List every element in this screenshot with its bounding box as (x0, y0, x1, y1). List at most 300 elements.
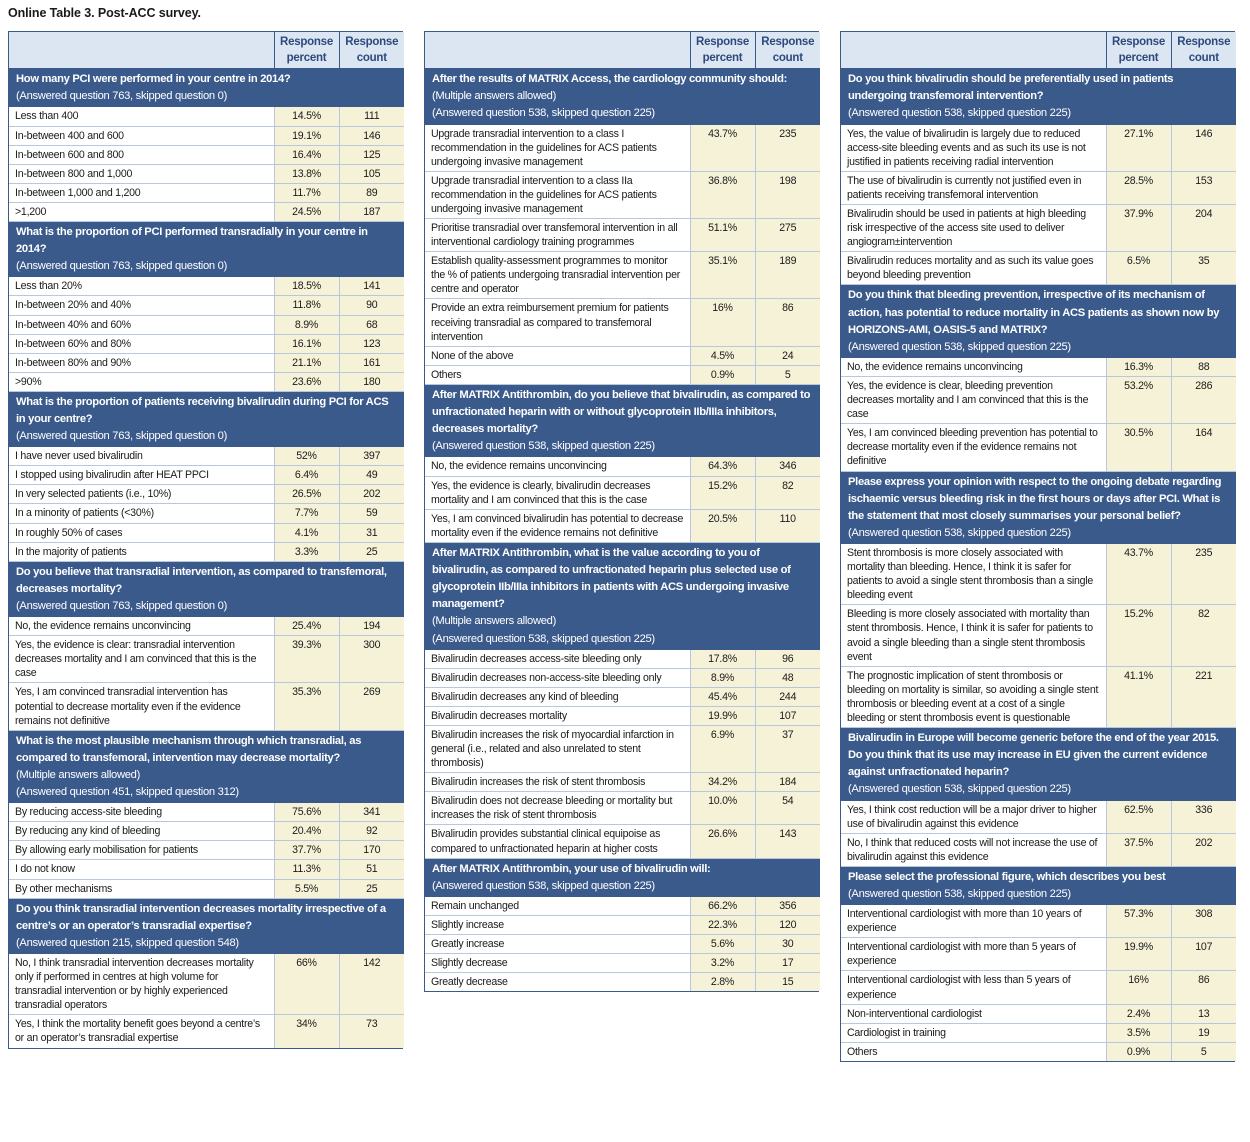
answer-row (9, 523, 404, 542)
answer-row (425, 825, 820, 858)
answer-count: 107 (755, 706, 820, 725)
question-note: (Answered question 538, skipped question 225) (432, 107, 655, 120)
answer-percent: 11.3% (274, 860, 339, 879)
header-response-count: Response count (339, 32, 404, 69)
question-row (425, 858, 820, 897)
answer-text: Bleeding is more closely associated with mortality than stent thrombosis. Hence, I think it is safer for patients to avoid a single bleeding than a single stent thrombosis event (841, 605, 1106, 666)
answer-text: >90% (9, 372, 274, 391)
answer-count: 107 (1171, 938, 1236, 971)
answer-percent: 39.3% (274, 636, 339, 683)
answer-percent: 37.5% (1106, 833, 1171, 866)
answer-percent: 14.5% (274, 107, 339, 126)
answer-percent: 6.4% (274, 466, 339, 485)
answer-text: Prioritise transradial over transfemoral intervention in all interventional cardiology training programmes (425, 219, 690, 252)
answer-row (425, 219, 820, 252)
answer-count: 286 (1171, 377, 1236, 424)
answer-row (841, 1023, 1236, 1042)
answer-percent: 3.2% (690, 954, 755, 973)
answer-text: Bivalirudin decreases mortality (425, 706, 690, 725)
answer-percent: 11.7% (274, 183, 339, 202)
answer-percent: 19.1% (274, 126, 339, 145)
answer-count: 92 (339, 822, 404, 841)
answer-count: 24 (755, 346, 820, 365)
answer-count: 86 (755, 299, 820, 346)
answer-text: Provide an extra reimbursement premium for patients receiving transradial as compared to transfemoral intervention (425, 299, 690, 346)
answer-row (425, 457, 820, 476)
question-note: (Answered question 538, skipped question 225) (848, 526, 1071, 539)
answer-count: 51 (339, 860, 404, 879)
answer-row (9, 202, 404, 221)
answer-percent: 51.1% (690, 219, 755, 252)
answer-row (841, 1042, 1236, 1061)
answer-count: 141 (339, 277, 404, 296)
answer-text: Bivalirudin increases the risk of stent thrombosis (425, 773, 690, 792)
answer-percent: 16.1% (274, 334, 339, 353)
answer-percent: 19.9% (1106, 938, 1171, 971)
answer-percent: 3.5% (1106, 1023, 1171, 1042)
answer-percent: 2.4% (1106, 1004, 1171, 1023)
answer-count: 89 (339, 183, 404, 202)
answer-row (841, 1004, 1236, 1023)
answer-percent: 16% (1106, 971, 1171, 1004)
answer-percent: 8.9% (690, 668, 755, 687)
question-cell (425, 858, 820, 897)
answer-count: 73 (339, 1015, 404, 1048)
question-note: (Multiple answers allowed) (432, 615, 557, 628)
header-response-percent: Response percent (690, 32, 755, 69)
answer-row (425, 897, 820, 916)
answer-percent: 43.7% (1106, 544, 1171, 605)
answer-percent: 22.3% (690, 915, 755, 934)
answer-row (425, 299, 820, 346)
answer-row (841, 205, 1236, 252)
answer-row (425, 935, 820, 954)
question-cell (9, 391, 404, 447)
answer-text: In very selected patients (i.e., 10%) (9, 485, 274, 504)
question-title: After the results of MATRIX Access, the cardiology community should: (432, 73, 788, 86)
answer-count: 30 (755, 935, 820, 954)
answer-text: Establish quality-assessment programmes to monitor the % of patients undergoing transradial intervention per centre and operator (425, 252, 690, 299)
answer-count: 111 (339, 107, 404, 126)
answer-percent: 36.8% (690, 171, 755, 218)
answer-count: 194 (339, 617, 404, 636)
question-title: How many PCI were performed in your centre in 2014? (16, 73, 291, 86)
answer-count: 170 (339, 841, 404, 860)
header-blank-cell (9, 32, 274, 69)
answer-text: Non-interventional cardiologist (841, 1004, 1106, 1023)
question-row (9, 221, 404, 277)
question-note: (Answered question 538, skipped question 225) (432, 440, 655, 453)
question-title: Do you believe that transradial intervention, as compared to transfemoral, decreases mortality? (16, 565, 387, 595)
answer-percent: 26.5% (274, 485, 339, 504)
answer-count: 59 (339, 504, 404, 523)
answer-text: Interventional cardiologist with more than 5 years of experience (841, 938, 1106, 971)
answer-row (9, 447, 404, 466)
answer-percent: 43.7% (690, 125, 755, 172)
answer-count: 82 (755, 476, 820, 509)
answer-percent: 52% (274, 447, 339, 466)
answer-count: 180 (339, 372, 404, 391)
answer-row (9, 841, 404, 860)
answer-count: 164 (1171, 424, 1236, 471)
answer-percent: 62.5% (1106, 801, 1171, 834)
question-row (425, 384, 820, 457)
answer-percent: 35.1% (690, 252, 755, 299)
answer-count: 235 (755, 125, 820, 172)
answer-text: None of the above (425, 346, 690, 365)
answer-row (425, 973, 820, 992)
question-title: Bivalirudin in Europe will become generic before the end of the year 2015. Do you think that its use may increase in EU given the current evidence against unfractionated heparin? (848, 732, 1219, 779)
answer-text: Greatly decrease (425, 973, 690, 992)
answer-text: Yes, the evidence is clear, bleeding prevention decreases mortality and I am convinced that this is the case (841, 377, 1106, 424)
answer-row (425, 792, 820, 825)
answer-percent: 6.5% (1106, 252, 1171, 285)
question-cell (425, 542, 820, 649)
answer-text: >1,200 (9, 202, 274, 221)
answer-count: 125 (339, 145, 404, 164)
answer-percent: 24.5% (274, 202, 339, 221)
question-row (841, 728, 1236, 801)
answer-row (9, 277, 404, 296)
answer-percent: 26.6% (690, 825, 755, 858)
answer-percent: 27.1% (1106, 125, 1171, 172)
answer-row (425, 650, 820, 669)
answer-count: 105 (339, 164, 404, 183)
answer-text: Cardiologist in training (841, 1023, 1106, 1042)
question-cell (425, 69, 820, 125)
question-title: Do you think bivalirudin should be preferentially used in patients undergoing transfemoral intervention? (848, 73, 1174, 103)
answer-count: 161 (339, 353, 404, 372)
answer-count: 346 (755, 457, 820, 476)
answer-text: Bivalirudin should be used in patients at high bleeding risk irrespective of the access site used to deliver angiogram±intervention (841, 205, 1106, 252)
answer-count: 5 (1171, 1042, 1236, 1061)
header-response-count: Response count (1171, 32, 1236, 69)
question-note: (Answered question 451, skipped question 312) (16, 786, 239, 799)
answer-count: 221 (1171, 666, 1236, 727)
answer-text: I do not know (9, 860, 274, 879)
answer-percent: 34% (274, 1015, 339, 1048)
answer-percent: 11.8% (274, 296, 339, 315)
answer-row (841, 377, 1236, 424)
answer-percent: 20.5% (690, 509, 755, 542)
question-row (9, 898, 404, 954)
answer-count: 25 (339, 542, 404, 561)
answer-count: 356 (755, 897, 820, 916)
question-row (425, 69, 820, 125)
question-note: (Answered question 763, skipped question 0) (16, 260, 227, 273)
question-title: After MATRIX Antithrombin, do you believe that bivalirudin, as compared to unfractionated heparin with or without glycoprotein IIb/IIIa inhibitors, decreases mortality? (432, 388, 811, 436)
answer-count: 142 (339, 954, 404, 1015)
answer-row (9, 183, 404, 202)
answer-percent: 37.7% (274, 841, 339, 860)
answer-text: No, I think transradial intervention decreases mortality only if performed in centres at high volume for transradial intervention or by highly experienced transradial operators (9, 954, 274, 1015)
answer-count: 202 (1171, 833, 1236, 866)
answer-row (9, 466, 404, 485)
answer-row (425, 365, 820, 384)
survey-column-1 (8, 31, 403, 1049)
question-cell (9, 730, 404, 803)
answer-text: By reducing any kind of bleeding (9, 822, 274, 841)
answer-row (9, 803, 404, 822)
answer-row (841, 666, 1236, 727)
answer-percent: 66.2% (690, 897, 755, 916)
answer-text: Upgrade transradial intervention to a class I recommendation in the guidelines for ACS patients undergoing invasive management (425, 125, 690, 172)
question-note: (Answered question 215, skipped question 548) (16, 936, 239, 949)
answer-percent: 34.2% (690, 773, 755, 792)
answer-count: 96 (755, 650, 820, 669)
answer-percent: 45.4% (690, 687, 755, 706)
answer-text: Others (841, 1042, 1106, 1061)
question-cell (9, 221, 404, 277)
question-row (841, 866, 1236, 905)
answer-count: 15 (755, 973, 820, 992)
answer-text: In the majority of patients (9, 542, 274, 561)
answer-row (841, 833, 1236, 866)
answer-text: I have never used bivalirudin (9, 447, 274, 466)
answer-count: 54 (755, 792, 820, 825)
answer-percent: 10.0% (690, 792, 755, 825)
answer-row (425, 773, 820, 792)
answer-text: The use of bivalirudin is currently not justified even in patients receiving transfemoral intervention (841, 171, 1106, 204)
answer-percent: 66% (274, 954, 339, 1015)
answer-text: In-between 600 and 800 (9, 145, 274, 164)
answer-text: No, the evidence remains unconvincing (841, 358, 1106, 377)
answer-row (9, 372, 404, 391)
answer-text: Bivalirudin does not decrease bleeding or mortality but increases the risk of stent thrombosis (425, 792, 690, 825)
answer-percent: 75.6% (274, 803, 339, 822)
answer-row (9, 1015, 404, 1048)
question-title: Do you think transradial intervention decreases mortality irrespective of a centre’s or an operator’s transradial expertise? (16, 902, 386, 932)
header-blank-cell (841, 32, 1106, 69)
answer-row (841, 252, 1236, 285)
answer-row (841, 358, 1236, 377)
answer-row (425, 668, 820, 687)
answer-text: In-between 40% and 60% (9, 315, 274, 334)
answer-count: 202 (339, 485, 404, 504)
answer-row (9, 145, 404, 164)
answer-count: 25 (339, 879, 404, 898)
answer-text: In-between 1,000 and 1,200 (9, 183, 274, 202)
question-note: (Multiple answers allowed) (16, 768, 141, 781)
answer-text: I stopped using bivalirudin after HEAT PPCI (9, 466, 274, 485)
answer-count: 269 (339, 683, 404, 730)
answer-row (9, 636, 404, 683)
question-note: (Answered question 763, skipped question 0) (16, 90, 227, 103)
answer-text: In-between 20% and 40% (9, 296, 274, 315)
question-cell (841, 285, 1236, 358)
answer-percent: 64.3% (690, 457, 755, 476)
answer-count: 341 (339, 803, 404, 822)
answer-text: Remain unchanged (425, 897, 690, 916)
answer-count: 204 (1171, 205, 1236, 252)
answer-text: By other mechanisms (9, 879, 274, 898)
answer-count: 123 (339, 334, 404, 353)
answer-text: Less than 20% (9, 277, 274, 296)
question-title: After MATRIX Antithrombin, what is the value according to you of bivalirudin, as compared to unfractionated heparin plus selected use of glycoprotein IIb/IIIa inhibitors in patients with ACS undergoing invasive management? (432, 546, 791, 611)
answer-row (425, 725, 820, 772)
answer-row (9, 164, 404, 183)
answer-row (9, 822, 404, 841)
answer-row (9, 879, 404, 898)
question-cell (9, 898, 404, 954)
page-title: Online Table 3. Post-ACC survey. (8, 6, 201, 20)
question-row (841, 285, 1236, 358)
answer-text: Bivalirudin decreases access-site bleeding only (425, 650, 690, 669)
answer-percent: 0.9% (1106, 1042, 1171, 1061)
answer-count: 146 (339, 126, 404, 145)
question-title: Please select the professional figure, which describes you best (848, 870, 1166, 883)
answer-count: 37 (755, 725, 820, 772)
question-row (9, 561, 404, 617)
survey-table (9, 32, 404, 1048)
answer-percent: 4.5% (690, 346, 755, 365)
answer-percent: 4.1% (274, 523, 339, 542)
answer-text: The prognostic implication of stent thrombosis or bleeding on mortality is similar, so avoiding a single stent thrombosis or bleeding event at a cost of a single bleeding or stent thrombosis event is questionable (841, 666, 1106, 727)
question-note: (Answered question 763, skipped question 0) (16, 430, 227, 443)
answer-percent: 23.6% (274, 372, 339, 391)
question-note: (Multiple answers allowed) (432, 90, 557, 103)
answer-row (425, 171, 820, 218)
answer-percent: 0.9% (690, 365, 755, 384)
answer-row (9, 353, 404, 372)
answer-text: Yes, I am convinced bivalirudin has potential to decrease mortality even if the evidence remains not definitive (425, 509, 690, 542)
answer-count: 308 (1171, 905, 1236, 938)
answer-percent: 53.2% (1106, 377, 1171, 424)
header-blank-cell (425, 32, 690, 69)
answer-percent: 3.3% (274, 542, 339, 561)
answer-count: 153 (1171, 171, 1236, 204)
answer-percent: 5.6% (690, 935, 755, 954)
answer-text: Others (425, 365, 690, 384)
answer-count: 397 (339, 447, 404, 466)
answer-row (841, 125, 1236, 172)
answer-text: No, the evidence remains unconvincing (425, 457, 690, 476)
answer-count: 48 (755, 668, 820, 687)
answer-row (9, 296, 404, 315)
answer-count: 5 (755, 365, 820, 384)
question-note: (Answered question 763, skipped question 0) (16, 600, 227, 612)
answer-row (9, 504, 404, 523)
question-note: (Answered question 538, skipped question 225) (848, 783, 1071, 796)
survey-column-2 (424, 31, 819, 992)
answer-row (425, 476, 820, 509)
answer-percent: 16% (690, 299, 755, 346)
answer-text: Less than 400 (9, 107, 274, 126)
answer-row (841, 424, 1236, 471)
answer-count: 88 (1171, 358, 1236, 377)
answer-count: 143 (755, 825, 820, 858)
answer-row (841, 544, 1236, 605)
answer-percent: 35.3% (274, 683, 339, 730)
answer-row (425, 706, 820, 725)
answer-text: Bivalirudin provides substantial clinical equipoise as compared to unfractionated heparin at higher costs (425, 825, 690, 858)
question-cell (841, 471, 1236, 544)
question-title: Do you think that bleeding prevention, irrespective of its mechanism of action, has potential to reduce mortality in ACS patients as shown now by HORIZONS-AMI, OASIS-5 and MATRIX? (848, 289, 1220, 336)
answer-text: Bivalirudin decreases non-access-site bleeding only (425, 668, 690, 687)
answer-text: In roughly 50% of cases (9, 523, 274, 542)
answer-percent: 57.3% (1106, 905, 1171, 938)
answer-percent: 18.5% (274, 277, 339, 296)
answer-count: 235 (1171, 544, 1236, 605)
answer-percent: 15.2% (690, 476, 755, 509)
answer-row (425, 252, 820, 299)
answer-count: 13 (1171, 1004, 1236, 1023)
answer-row (425, 125, 820, 172)
answer-count: 300 (339, 636, 404, 683)
question-row (9, 391, 404, 447)
question-row (9, 730, 404, 803)
question-note: (Answered question 538, skipped question 225) (848, 107, 1071, 120)
question-note: (Answered question 538, skipped question 225) (848, 340, 1071, 353)
answer-text: Bivalirudin reduces mortality and as such its value goes beyond bleeding prevention (841, 252, 1106, 285)
answer-text: No, I think that reduced costs will not increase the use of bivalirudin against this evidence (841, 833, 1106, 866)
answer-percent: 28.5% (1106, 171, 1171, 204)
answer-row (425, 687, 820, 706)
answer-row (9, 334, 404, 353)
answer-percent: 17.8% (690, 650, 755, 669)
question-cell (841, 728, 1236, 801)
question-row (841, 69, 1236, 125)
question-note: (Answered question 538, skipped question 225) (432, 632, 655, 645)
answer-text: In a minority of patients (<30%) (9, 504, 274, 523)
answer-count: 49 (339, 466, 404, 485)
answer-row (9, 107, 404, 126)
survey-column-3 (840, 31, 1235, 1062)
header-response-count: Response count (755, 32, 820, 69)
answer-text: Bivalirudin increases the risk of myocardial infarction in general (i.e., related and also unrelated to stent thrombosis) (425, 725, 690, 772)
question-title: What is the proportion of PCI performed transradially in your centre in 2014? (16, 225, 368, 256)
answer-text: Yes, I think the mortality benefit goes beyond a centre’s or an operator’s transradial expertise (9, 1015, 274, 1048)
answer-count: 17 (755, 954, 820, 973)
answer-count: 146 (1171, 125, 1236, 172)
answer-text: Yes, I think cost reduction will be a major driver to higher use of bivalirudin against this evidence (841, 801, 1106, 834)
answer-row (9, 485, 404, 504)
answer-text: In-between 60% and 80% (9, 334, 274, 353)
survey-table (841, 32, 1236, 1061)
answer-count: 19 (1171, 1023, 1236, 1042)
question-row (9, 69, 404, 108)
question-cell (9, 69, 404, 108)
answer-row (9, 315, 404, 334)
answer-text: By reducing access-site bleeding (9, 803, 274, 822)
answer-percent: 6.9% (690, 725, 755, 772)
answer-count: 189 (755, 252, 820, 299)
answer-percent: 21.1% (274, 353, 339, 372)
answer-text: Yes, I am convinced transradial intervention has potential to decrease mortality even if the evidence remains not definitive (9, 683, 274, 730)
question-note: (Answered question 538, skipped question 225) (432, 879, 655, 892)
question-cell (425, 384, 820, 457)
answer-percent: 15.2% (1106, 605, 1171, 666)
answer-count: 90 (339, 296, 404, 315)
answer-text: Interventional cardiologist with less than 5 years of experience (841, 971, 1106, 1004)
answer-text: Yes, the value of bivalirudin is largely due to reduced access-site bleeding events and as such its use is not justified in patients receiving radial intervention (841, 125, 1106, 172)
answer-count: 82 (1171, 605, 1236, 666)
answer-count: 110 (755, 509, 820, 542)
answer-row (425, 509, 820, 542)
answer-text: By allowing early mobilisation for patients (9, 841, 274, 860)
answer-count: 31 (339, 523, 404, 542)
answer-text: Slightly decrease (425, 954, 690, 973)
answer-text: In-between 80% and 90% (9, 353, 274, 372)
answer-row (841, 971, 1236, 1004)
answer-count: 35 (1171, 252, 1236, 285)
answer-text: No, the evidence remains unconvincing (9, 617, 274, 636)
answer-row (9, 617, 404, 636)
answer-row (425, 954, 820, 973)
answer-count: 275 (755, 219, 820, 252)
answer-text: Greatly increase (425, 935, 690, 954)
header-response-percent: Response percent (274, 32, 339, 69)
